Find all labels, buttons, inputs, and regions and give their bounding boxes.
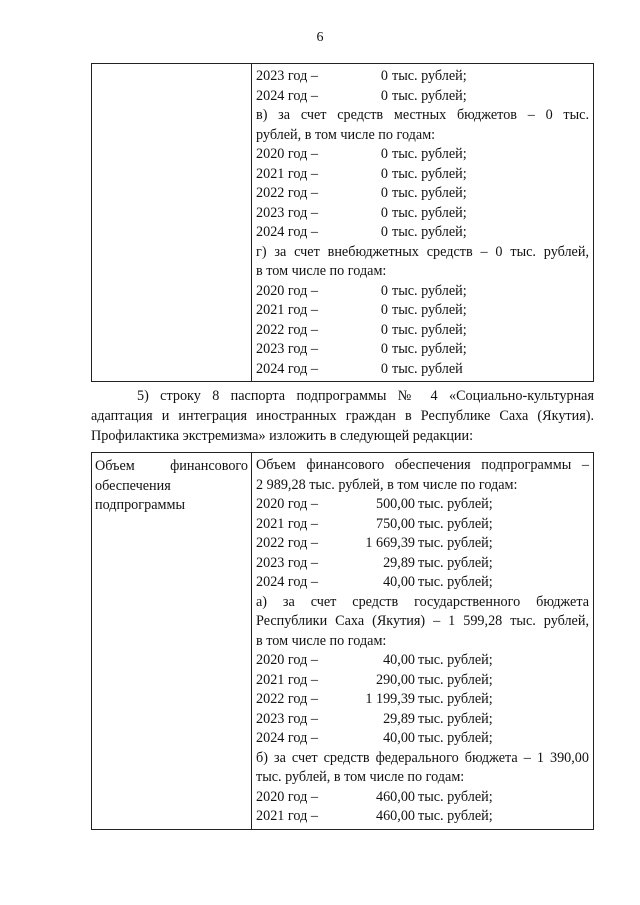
paragraph-line: 5) строку 8 паспорта подпрограммы № 4 «Социально-культурная <box>137 388 594 404</box>
table-right-cell <box>252 64 594 382</box>
year-row: 2023 год – 29,89 тыс. рублей; <box>256 710 493 727</box>
year-row: 2021 год – 460,00 тыс. рублей; <box>256 808 493 824</box>
year-row: 2022 год – 1 199,39 тыс. рублей; <box>256 691 493 707</box>
year-row: 2020 год – 0 тыс. рублей; <box>256 146 467 162</box>
funding-heading: в том числе по годам: <box>256 263 387 279</box>
funding-heading: в том числе по годам: <box>256 632 387 649</box>
year-row: 2020 год – 460,00 тыс. рублей; <box>256 788 493 805</box>
year-row: 2023 год – 0 тыс. рублей; <box>256 204 467 221</box>
year-row: 2020 год – 0 тыс. рублей; <box>256 282 467 299</box>
year-row: 2021 год – 0 тыс. рублей; <box>256 165 467 182</box>
year-row: 2023 год – 0 тыс. рублей; <box>256 341 467 357</box>
year-row: 2022 год – 1 669,39 тыс. рублей; <box>256 535 493 551</box>
year-row: 2024 год – 0 тыс. рублей; <box>256 87 467 104</box>
year-row: 2021 год – 0 тыс. рублей; <box>256 302 467 318</box>
funding-heading: Республики Саха (Якутия) – 1 599,28 тыс. рублей, <box>256 613 589 629</box>
funding-heading: в) за счет средств местных бюджетов – 0 тыс. <box>256 107 589 123</box>
year-row: 2024 год – 40,00 тыс. рублей; <box>256 574 493 590</box>
funding-heading: 2 989,28 тыс. рублей, в том числе по годам: <box>256 476 518 493</box>
row-label: Объем финансового <box>95 458 248 474</box>
table-right-cell <box>252 453 594 830</box>
passport-table-continued <box>91 63 594 382</box>
table-left-cell <box>92 453 252 830</box>
passport-table-new <box>91 452 594 830</box>
funding-heading: г) за счет внебюджетных средств – 0 тыс. рублей, <box>256 243 589 260</box>
funding-heading: Объем финансового обеспечения подпрограммы – <box>256 457 589 473</box>
paragraph-line: Профилактика экстремизма» изложить в следующей редакции: <box>91 428 474 444</box>
funding-heading: тыс. рублей, в том числе по годам: <box>256 769 465 785</box>
year-row: 2021 год – 290,00 тыс. рублей; <box>256 671 493 688</box>
year-row: 2024 год – 40,00 тыс. рублей; <box>256 730 493 746</box>
row-label: обеспечения <box>95 477 171 494</box>
funding-heading: б) за счет средств федерального бюджета – 1 390,00 <box>256 749 589 766</box>
funding-heading: рублей, в том числе по годам: <box>256 126 436 143</box>
year-row: 2022 год – 0 тыс. рублей; <box>256 321 467 338</box>
table-left-cell <box>92 64 252 382</box>
row-label: подпрограммы <box>95 497 185 513</box>
year-row: 2024 год – 0 тыс. рублей; <box>256 224 467 240</box>
paragraph-line: адаптация и интеграция иностранных граждан в Республике Саха (Якутия). <box>91 408 594 424</box>
year-row: 2020 год – 500,00 тыс. рублей; <box>256 496 493 512</box>
funding-heading: а) за счет средств государственного бюджета <box>256 593 589 610</box>
year-row: 2020 год – 40,00 тыс. рублей; <box>256 652 493 668</box>
year-row: 2021 год – 750,00 тыс. рублей; <box>256 515 493 532</box>
year-row: 2023 год – 29,89 тыс. рублей; <box>256 554 493 571</box>
year-row: 2023 год – 0 тыс. рублей; <box>256 68 467 84</box>
year-row: 2022 год – 0 тыс. рублей; <box>256 185 467 201</box>
page-number: 6 <box>316 30 324 45</box>
amendment-paragraph <box>91 386 594 446</box>
year-row: 2024 год – 0 тыс. рублей <box>256 360 463 377</box>
